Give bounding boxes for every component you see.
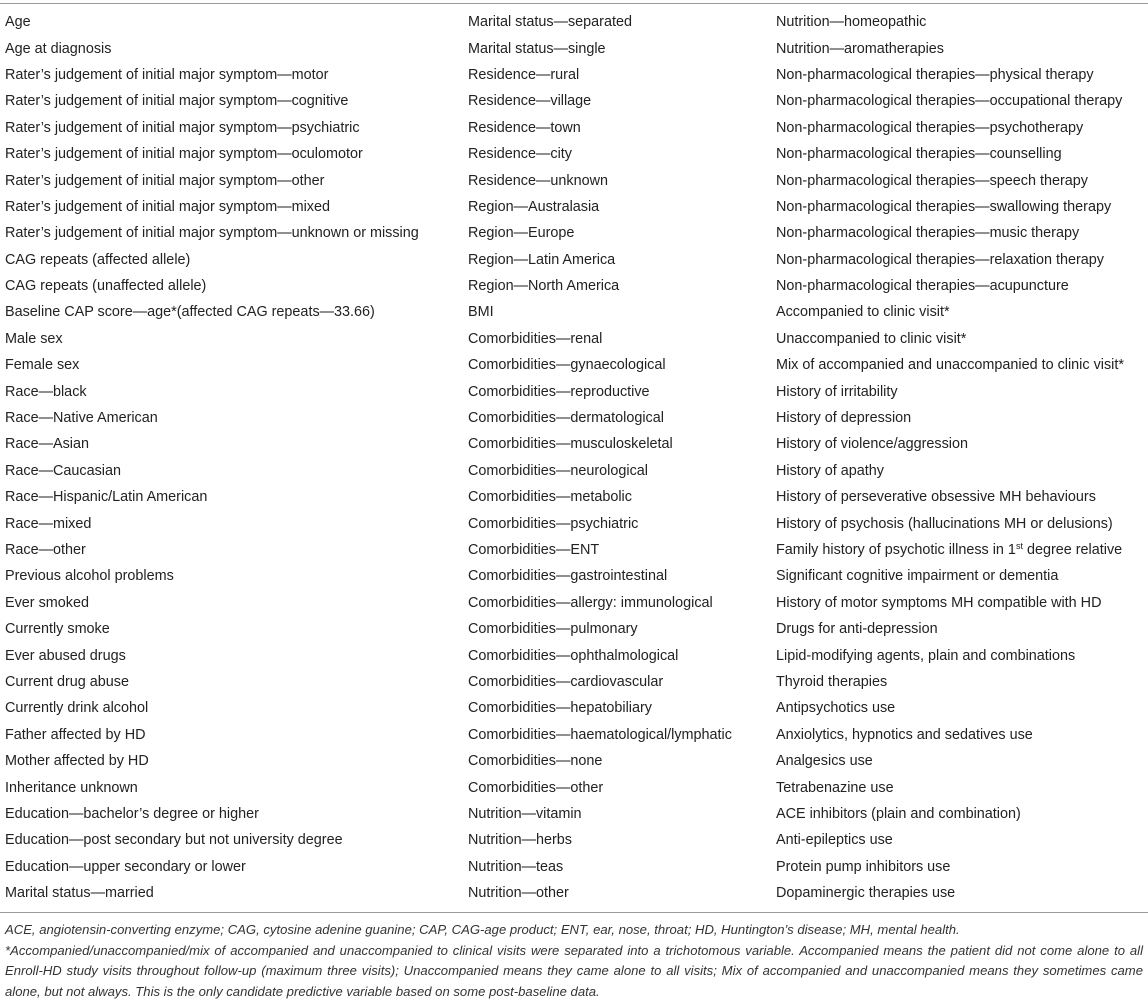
table-cell: Comorbidities—pulmonary	[468, 621, 638, 638]
table-cell: Residence—unknown	[468, 172, 608, 189]
table-row	[0, 9, 1148, 35]
table-cell: Region—Australasia	[468, 198, 600, 215]
table-cell: CAG repeats (affected allele)	[5, 251, 191, 268]
table-cell: Comorbidities—haematological/lymphatic	[468, 726, 732, 743]
table-cell: History of perseverative obsessive MH behaviours	[776, 489, 1096, 506]
table-row	[0, 827, 1148, 853]
table-footnotes	[5, 920, 1143, 1002]
table-cell: Comorbidities—dermatological	[468, 410, 664, 427]
table-cell: Comorbidities—ENT	[468, 542, 600, 558]
table-cell: Rater’s judgement of initial major symptom—unknown or missing	[5, 225, 419, 242]
table-cell: Comorbidities—musculoskeletal	[468, 436, 673, 453]
table-cell: Comorbidities—neurological	[468, 462, 648, 479]
table-row	[0, 642, 1148, 668]
table-cell: Race—other	[5, 542, 86, 558]
table-row	[0, 563, 1148, 589]
table-cell: Race—Hispanic/Latin American	[5, 489, 208, 506]
table-row	[0, 590, 1148, 616]
table-cell: Age	[5, 14, 31, 31]
table-cell: Marital status—married	[5, 885, 154, 902]
variables-table	[0, 9, 1148, 906]
table-cell: Male sex	[5, 330, 63, 347]
table-row	[0, 510, 1148, 536]
table-cell: Inheritance unknown	[5, 779, 138, 796]
table-cell: Currently drink alcohol	[5, 700, 149, 717]
table-cell: Race—Native American	[5, 410, 158, 427]
table-row	[0, 378, 1148, 404]
table-cell: Antipsychotics use	[776, 700, 896, 717]
cell-text: Family history of psychotic illness in 1	[776, 542, 1016, 558]
table-cell: Nutrition—vitamin	[468, 805, 582, 822]
table-cell: Comorbidities—psychiatric	[468, 515, 639, 532]
table-cell: Currently smoke	[5, 621, 110, 638]
table-cell: Baseline CAP score—age*(affected CAG repeats—33.66)	[5, 304, 375, 321]
table-cell: Unaccompanied to clinic visit*	[776, 330, 967, 347]
table-row	[0, 220, 1148, 246]
table-row	[0, 537, 1148, 563]
table-cell: Comorbidities—allergy: immunological	[468, 594, 713, 611]
table-row	[0, 405, 1148, 431]
table-row	[0, 88, 1148, 114]
table-cell: Nutrition—herbs	[468, 832, 572, 849]
table-cell: Education—post secondary but not university degree	[5, 832, 343, 849]
table-cell: Residence—village	[468, 93, 592, 110]
table-row	[0, 352, 1148, 378]
table-cell: Non-pharmacological therapies—psychotherapy	[776, 119, 1084, 136]
table-cell: Drugs for anti-depression	[776, 621, 938, 638]
table-cell: Non-pharmacological therapies—relaxation therapy	[776, 251, 1104, 268]
table-row	[0, 669, 1148, 695]
table-cell: Rater’s judgement of initial major symptom—mixed	[5, 198, 330, 215]
table-cell: Comorbidities—none	[468, 753, 603, 770]
table-cell: Comorbidities—gynaecological	[468, 357, 666, 374]
table-cell: Protein pump inhibitors use	[776, 858, 951, 875]
table-cell: History of depression	[776, 410, 912, 427]
table-cell: Comorbidities—hepatobiliary	[468, 700, 652, 717]
table-cell: Non-pharmacological therapies—acupuncture	[776, 278, 1069, 295]
table-cell: History of irritability	[776, 383, 898, 400]
table-cell: Region—North America	[468, 278, 620, 295]
table-cell: Non-pharmacological therapies—speech therapy	[776, 172, 1088, 189]
table-cell: History of psychosis (hallucinations MH or delusions)	[776, 515, 1113, 532]
table-cell: Non-pharmacological therapies—physical therapy	[776, 66, 1094, 83]
table-cell: Ever abused drugs	[5, 647, 126, 664]
table-cell: Race—mixed	[5, 515, 92, 532]
table-cell: Age at diagnosis	[5, 40, 112, 57]
table-cell: Current drug abuse	[5, 673, 129, 690]
footer-rule	[0, 912, 1148, 913]
table-row	[0, 854, 1148, 880]
table-cell: Nutrition—other	[468, 885, 569, 902]
table-cell: Accompanied to clinic visit*	[776, 304, 950, 321]
table-row	[0, 431, 1148, 457]
abbreviations-footnote: ACE, angiotensin-converting enzyme; CAG, cytosine adenine guanine; CAP, CAG-age product; ENT, ear, nose, throat; HD, Huntington’s disease; MH, mental health.	[5, 922, 960, 937]
table-cell: Non-pharmacological therapies—swallowing therapy	[776, 198, 1112, 215]
table-row	[0, 695, 1148, 721]
table-cell: Non-pharmacological therapies—occupational therapy	[776, 93, 1123, 110]
table-cell: Comorbidities—other	[468, 779, 604, 796]
table-cell: Marital status—single	[468, 40, 606, 57]
superscript-ordinal: st	[1015, 541, 1023, 551]
table-row	[0, 167, 1148, 193]
table-cell: Residence—town	[468, 119, 581, 136]
table-cell: Education—bachelor’s degree or higher	[5, 805, 259, 822]
table-row	[0, 273, 1148, 299]
table-row	[0, 141, 1148, 167]
asterisk-footnote: *Accompanied/unaccompanied/mix of accompanied and unaccompanied to clinical visits were separated into a trichotomous variable. Accompanied means the patient did not come alone to all Enroll-HD study visits throughout follow-up (maximum three visits); Unaccompanied means they came alone to all visits; Mix of accompanied and unaccompanied means they sometimes came alone, but not always. This is the only candidate predictive variable based on some post-baseline data.	[5, 942, 1143, 999]
table-row	[0, 62, 1148, 88]
table-cell: Mother affected by HD	[5, 753, 149, 770]
table-cell: Education—upper secondary or lower	[5, 858, 246, 875]
table-cell: BMI	[468, 304, 494, 321]
table-row	[0, 326, 1148, 352]
table-cell: Comorbidities—renal	[468, 330, 603, 347]
table-cell: Comorbidities—cardiovascular	[468, 673, 664, 690]
table-row	[0, 774, 1148, 800]
table-cell: Race—black	[5, 383, 87, 400]
table-body	[0, 9, 1148, 906]
table-cell: Rater’s judgement of initial major symptom—oculomotor	[5, 146, 363, 163]
cell-text: degree relative	[1022, 542, 1123, 558]
table-cell: Analgesics use	[776, 753, 873, 770]
table-cell: Region—Latin America	[468, 251, 616, 268]
table-cell: Residence—city	[468, 146, 572, 163]
table-cell: Mix of accompanied and unaccompanied to clinic visit*	[776, 357, 1124, 374]
table-cell: CAG repeats (unaffected allele)	[5, 278, 207, 295]
table-cell: Rater’s judgement of initial major symptom—other	[5, 172, 325, 189]
table-cell: History of apathy	[776, 462, 884, 479]
table-cell: Comorbidities—reproductive	[468, 383, 650, 400]
table-cell: Rater’s judgement of initial major symptom—motor	[5, 66, 329, 83]
table-cell: Rater’s judgement of initial major symptom—psychiatric	[5, 119, 360, 136]
table-row	[0, 722, 1148, 748]
table-cell: History of violence/aggression	[776, 436, 968, 453]
table-row	[0, 748, 1148, 774]
table-cell: Lipid-modifying agents, plain and combinations	[776, 647, 1076, 664]
table-cell: ACE inhibitors (plain and combination)	[776, 805, 1021, 822]
table-cell: Region—Europe	[468, 225, 575, 242]
table-cell: Significant cognitive impairment or dementia	[776, 568, 1059, 585]
table-row	[0, 458, 1148, 484]
table-row	[0, 247, 1148, 273]
table-cell: Comorbidities—metabolic	[468, 489, 632, 506]
table-cell: Nutrition—aromatherapies	[776, 40, 944, 57]
table-cell: Previous alcohol problems	[5, 568, 174, 585]
table-cell: Non-pharmacological therapies—counselling	[776, 146, 1062, 163]
table-cell: Anti-epileptics use	[776, 832, 893, 849]
table-cell: Comorbidities—gastrointestinal	[468, 568, 668, 585]
table-row	[0, 880, 1148, 906]
table-cell: Comorbidities—ophthalmological	[468, 647, 679, 664]
table-cell	[776, 537, 1148, 563]
table-cell: Tetrabenazine use	[776, 779, 894, 796]
table-cell: Race—Caucasian	[5, 462, 121, 479]
table-row	[0, 299, 1148, 325]
table-cell: History of motor symptoms MH compatible with HD	[776, 594, 1102, 611]
table-row	[0, 115, 1148, 141]
table-row	[0, 616, 1148, 642]
table-cell: Female sex	[5, 357, 80, 374]
table-cell: Nutrition—teas	[468, 858, 564, 875]
table-cell: Dopaminergic therapies use	[776, 885, 956, 902]
top-rule	[0, 3, 1148, 4]
table-row	[0, 484, 1148, 510]
table-cell: Nutrition—homeopathic	[776, 14, 927, 31]
table-row	[0, 194, 1148, 220]
table-cell: Thyroid therapies	[776, 673, 888, 690]
table-cell: Race—Asian	[5, 436, 89, 453]
table-cell: Rater’s judgement of initial major symptom—cognitive	[5, 93, 349, 110]
table-cell: Ever smoked	[5, 594, 89, 611]
table-row	[0, 801, 1148, 827]
table-cell: Anxiolytics, hypnotics and sedatives use	[776, 726, 1033, 743]
table-cell: Residence—rural	[468, 66, 580, 83]
table-row	[0, 35, 1148, 61]
table-cell: Non-pharmacological therapies—music therapy	[776, 225, 1080, 242]
table-cell: Marital status—separated	[468, 14, 632, 31]
table-cell: Father affected by HD	[5, 726, 146, 743]
